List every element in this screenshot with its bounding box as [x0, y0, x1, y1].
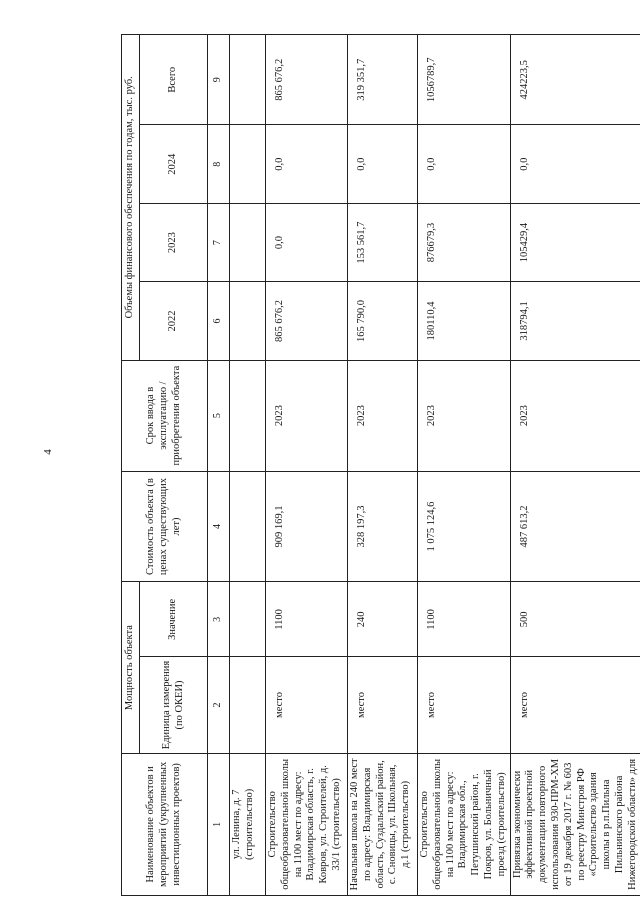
funding-2023-cell: 876679,3 — [418, 203, 511, 281]
funding-total-cell: 424223,5 — [510, 35, 640, 126]
funding-2024-cell: 0,0 — [348, 125, 418, 203]
funding-2023-cell — [230, 203, 266, 281]
header-year-2023: 2023 — [140, 203, 208, 281]
unit-cell: место — [266, 657, 348, 753]
funding-table — [121, 34, 640, 896]
unit-cell — [230, 657, 266, 753]
header-cost: Стоимость объекта (в ценах существующих лет) — [122, 471, 208, 582]
column-numbers-row — [208, 35, 230, 896]
funding-total-cell: 1056789,7 — [418, 35, 511, 126]
col-number: 8 — [208, 125, 230, 203]
funding-total-cell: 865 676,2 — [266, 35, 348, 126]
object-name: Строительство общеобразовательной школы на 1100 мест по адресу: Владимирская область, г. Ковров, ул. Строителей, д. 33/1 (строительство) — [266, 753, 348, 895]
funding-total-cell: 319 351,7 — [348, 35, 418, 126]
table-row — [510, 35, 640, 896]
header-year-2024: 2024 — [140, 125, 208, 203]
funding-2024-cell: 0,0 — [266, 125, 348, 203]
rotated-table-container — [121, 34, 638, 896]
header-year-2022: 2022 — [140, 282, 208, 360]
col-number: 1 — [208, 753, 230, 895]
table-row — [418, 35, 511, 896]
funding-2024-cell: 0,0 — [510, 125, 640, 203]
table-row — [266, 35, 348, 896]
header-funding: Объемы финансового обеспечения по годам, тыс. руб. — [122, 35, 140, 361]
object-name: Строительство общеобразовательной школы на 1100 мест по адресу: Владимирская обл., Петушинский район, г. Покров, ул. Больничный проезд (строительство) — [418, 753, 511, 895]
deadline-cell — [230, 360, 266, 471]
funding-2022-cell: 180110,4 — [418, 282, 511, 360]
funding-2024-cell: 0,0 — [418, 125, 511, 203]
header-unit: Единица измерения (по ОКЕИ) — [140, 657, 208, 753]
unit-cell: место — [418, 657, 511, 753]
object-name: Привязка экономически эффективной проектной документации повторного использования 930-ПРМ-ХМ от 19 декабря 2017 г. № 603 по реестру Минстроя РФ «Строительство здания школы в р.п.Пильна Пильнинского района Нижегородской области» для — [510, 753, 640, 895]
object-name: Начальная школа на 240 мест по адресу: Владимирская область, Суздальский район, с. Сновицы, ул. Школьная, д.1 (строительство) — [348, 753, 418, 895]
funding-total-cell — [230, 35, 266, 126]
funding-2022-cell: 865 676,2 — [266, 282, 348, 360]
cost-cell — [230, 471, 266, 582]
value-cell: 240 — [348, 582, 418, 657]
cost-cell: 328 197,3 — [348, 471, 418, 582]
header-value: Значение — [140, 582, 208, 657]
value-cell: 500 — [510, 582, 640, 657]
deadline-cell: 2023 — [348, 360, 418, 471]
table-row — [230, 35, 266, 896]
unit-cell: место — [510, 657, 640, 753]
deadline-cell: 2023 — [266, 360, 348, 471]
funding-2022-cell — [230, 282, 266, 360]
cost-cell: 487 613,2 — [510, 471, 640, 582]
col-number: 6 — [208, 282, 230, 360]
deadline-cell: 2023 — [510, 360, 640, 471]
col-number: 2 — [208, 657, 230, 753]
col-number: 5 — [208, 360, 230, 471]
funding-2024-cell — [230, 125, 266, 203]
object-name: ул. Ленина, д. 7 (строительство) — [230, 753, 266, 895]
value-cell — [230, 582, 266, 657]
deadline-cell: 2023 — [418, 360, 511, 471]
page-number: 4 — [42, 449, 54, 455]
col-number: 7 — [208, 203, 230, 281]
header-total: Всего — [140, 35, 208, 126]
header-object-name: Наименование объектов и мероприятий (укрупненных инвестиционных проектов) — [122, 753, 208, 895]
unit-cell: место — [348, 657, 418, 753]
funding-2023-cell: 0,0 — [266, 203, 348, 281]
col-number: 9 — [208, 35, 230, 126]
col-number: 4 — [208, 471, 230, 582]
header-capacity: Мощность объекта — [122, 582, 140, 753]
funding-2023-cell: 153 561,7 — [348, 203, 418, 281]
cost-cell: 1 075 124,6 — [418, 471, 511, 582]
table-row — [348, 35, 418, 896]
value-cell: 1100 — [266, 582, 348, 657]
value-cell: 1100 — [418, 582, 511, 657]
col-number: 3 — [208, 582, 230, 657]
header-deadline: Срок ввода в эксплуатацию / приобретения объекта — [122, 360, 208, 471]
funding-2022-cell: 165 790,0 — [348, 282, 418, 360]
funding-2022-cell: 318794,1 — [510, 282, 640, 360]
funding-2023-cell: 105429,4 — [510, 203, 640, 281]
cost-cell: 909 169,1 — [266, 471, 348, 582]
